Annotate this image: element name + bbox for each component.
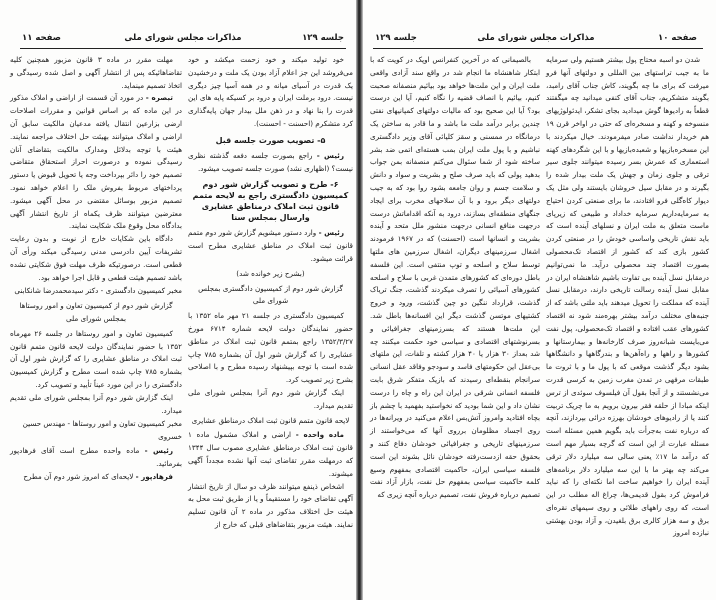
speaker-label: ماده واحده -	[295, 430, 344, 440]
body-text: اراضی و املاک مشمول ماده ۱ قانون ثبت املاک درمناطق عشایری مصوب سال ۱۳۴۴ که درمهلت مقرر تقاضای ثبت آنها نشده مجدداً آگهی میشوند.	[188, 430, 353, 478]
body-text: گزارش شور دوم از کمیسیون دادگستری بمجلس شورای ملی	[198, 283, 343, 306]
centered-caption	[188, 283, 353, 309]
speaker-label: فرهادپور -	[135, 471, 173, 481]
paragraph	[10, 233, 182, 284]
publication-title: مذاکرات مجلس شورای ملی	[124, 33, 242, 43]
body-text: لایحه‌ای که امروز شور دوم آن مطرح	[23, 471, 134, 481]
paragraph	[370, 54, 540, 502]
section-heading	[188, 135, 353, 146]
text-column	[370, 54, 540, 502]
paragraph	[10, 328, 182, 392]
centered-caption	[10, 300, 182, 326]
session-number: جلسه ۱۲۹	[375, 33, 417, 43]
paragraph	[188, 481, 353, 532]
body-text: اشخاص ذینفع میتوانند ظرف دو سال از تاریخ انتشار آگهی تقاضای خود را مستقیماً و یا از طریق ثبت محل به هیئت حل اختلاف مذکور در ماده ۲ آن قانون تسلیم نمایند. هیئت مزبور بتقاضاهای قبلی که خارج از	[188, 481, 353, 529]
body-text: در مورد آن قسمت از اراضی و املاک مذکور در این ماده که بر اساس قوانین و مقررات اصلاحات ارضی بزارعین انتقال یافته مدعیان مالکیت سابق آن اراضی و املاک میتوانند بهیئت حل اختلاف مراجعه نمایند. هیئت با توجه بدلائل ومدارک مالکیت بتقاضای آنان رسیدگی نموده و درصورت احراز استحقاق متقاضی تصمیم خود را دائر بپرداخت وجه یا تحویل قبوض یا دستور پرداختهای مربوط بفروش ملک را اعلام خواهد نمود. تصمیم مزبور بوسائل مقتضی در محل آگهی میشود. معترضین میتوانند ظرف یکماه از تاریخ انتشار آگهی بدادگاه محل وقوع ملک شکایت نمایند.	[10, 93, 182, 231]
paragraph	[188, 150, 353, 176]
centered-caption	[188, 268, 353, 281]
body-text: لایحه قانون متمم قانون ثبت املاک درمناطق عشایری	[191, 415, 350, 425]
running-header	[22, 33, 344, 47]
speaker-label: تبصره -	[145, 93, 173, 103]
paragraph	[188, 310, 353, 387]
signature-line	[10, 285, 182, 298]
speaker-label: رئیس -	[144, 445, 173, 455]
body-text: کمیسیون تعاون و امور روستاها در جلسه ۲۶ مهرماه ۱۳۵۲ با حضور نمایندگان دولت لایحه قانون متمم قانون ثبت املاک در مناطق عشایری را که گزارش شور اول آن بشماره ۷۸۵ چاپ شده است مطرح و گزارش کمیسیون دادگستری را در این مورد عیناً تأیید و تصویب کرد.	[10, 328, 182, 389]
body-text: مخبر کمیسیون دادگستری - دکتر سیدمحمدرضا شانکابنی	[14, 286, 182, 296]
text-column	[546, 54, 709, 540]
signature-line	[10, 418, 182, 444]
book-spine	[356, 0, 363, 600]
page-number: صفحه ۱۱	[22, 33, 61, 43]
body-text: مهلت مقرر در ماده ۳ قانون مزبور همچنین کلیه تقاضاهائیکه پس از انتشار آگهی و اصل شده رسیدگی و اتخاذ تصمیم مینماید.	[10, 55, 182, 90]
section-heading	[188, 179, 353, 223]
paragraph	[10, 392, 182, 418]
paragraph	[10, 471, 182, 484]
text-column	[188, 54, 353, 532]
body-text: ۵- تصویب صورت جلسه قبل	[215, 135, 326, 145]
body-text: مخبر کمیسیون تعاون و امور روستاها - مهندس حسین خسروی	[22, 419, 182, 442]
paragraph	[188, 54, 353, 131]
body-text: ۶- طرح و تصویب گزارش شور دوم کمیسیون دادگستری راجع به لایحه متمم قانون ثبت املاک درمناطق عشایری وارسال بمجلس سنا	[192, 180, 349, 223]
page-left	[0, 0, 357, 600]
speaker-label: رئیس -	[318, 228, 344, 238]
body-text: راجع بصورت جلسه دفعه گذشته نظری نیست؟ (اظهاری نشد) صورت جلسه تصویب میشود.	[188, 150, 353, 173]
page-number: صفحه ۱۰	[658, 33, 697, 43]
paragraph	[10, 445, 182, 471]
body-text: اینک گزارش شور دوم آنرا بمجلس شورای ملی تقدیم میدارد.	[10, 392, 182, 415]
paragraph	[10, 92, 182, 233]
body-text: اینک گزارش شور دوم آنرا بمجلس شورای ملی تقدیم میدارد.	[188, 387, 353, 410]
paragraph	[546, 54, 709, 540]
body-text: (بشرح زیر خوانده شد)	[236, 268, 305, 278]
body-text: ماده واحده مطرح است آقای فرهادپور بفرمائید.	[10, 445, 182, 468]
body-text: گزارش شور دوم از کمیسیون تعاون و امور روستاها بمجلس شورای ملی	[19, 301, 173, 323]
body-text: کمیسیون دادگستری در جلسه ۲۱ مهر ماه ۱۳۵۲ با حضور نمایندگان دولت لایحه شماره ۶۷۱۴ مورخ ۱۳۵۲/۳/۲۷ راجع بمتمم قانون ثبت املاک در مناطق عشایری را که گزارش شور اول آن بشماره ۷۸۵ چاپ شده است با توجه بپیشنهاد رسیده مطرح و با اصلاحی بشرح زیر تصویب کرد.	[188, 311, 353, 385]
paragraph	[188, 429, 353, 480]
publication-title: مذاکرات مجلس شورای ملی	[477, 33, 595, 43]
page-right	[363, 0, 716, 600]
body-text: دادگاه باین شکایات خارج از نوبت و بدون رعایت تشریفات آیین دادرسی مدنی رسیدگی میکند ورأی آن قطعی است. درصورتیکه ظرف مهلت فوق شکایتی نشده باشد تصمیم هیئت قطعی و قابل اجرا خواهد بود.	[10, 234, 182, 282]
speaker-label: رئیس -	[316, 150, 344, 160]
text-column	[10, 54, 182, 483]
body-text: خود تولید میکند و خود زحمت میکشد و خود می‌فروشد این جز اعلام آزاد بودن یک ملت و درخشیدن یک قدرت در آسیای میانه و در همه آسیا چیز دیگری نیست. درود برملت ایران و درود بر کسیکه پایه های این قدرت را بنا نهاد و در ذهن ملل بیدار جهان پایه‌گذاری کرد متشکرم (احسنت - احسنت).	[188, 55, 353, 128]
paragraph	[188, 227, 353, 265]
centered-caption	[188, 415, 353, 428]
header-rule	[20, 48, 346, 49]
paragraph	[188, 387, 353, 413]
body-text: شدن دو اسبه محتاج پول بیشتر هستیم ولی سرمایه ما به جیب تراستهای بین المللی و دولتهای آنها فرو میرفت که برای ما چه بگویند، کاش جناب آقای رامبد، بگویند متشکریم، جناب آقای کنفی میدانید چه میگفتند قطعاً به رادیوها گوش میدادید بجای تشکر، ایدئولوژیهای منسوخه و کهنه و مسخره‌ای که حتی در اواخر قرن ۱۹ هم خریدار نداشت صادر میفرمودند. خیال میکردند با این مسخره‌بازیها و شعبده‌بازیها و با این شگردهای کهنه استعماری که عمرش بسر رسیده میتوانند جلوی سیر ترقی و جلوی زمان و جهش یک ملت بیدار شده را بگیرند و در مقابل سیل خروشان بایستند ولی مثل یک دیوار کاه‌گلی فرو افتادند، ما برای صنعتی کردن احتیاج به سرمایه‌داریم سرمایه خداداد و طبیعی که زیرپای ماست متعلق به ملت ایران و نسلهای آینده است که باید نقش تاریخی واساسی خودش را در صنعتی کردن کشور بازی کند که کشور از اقتصاد تک‌محصولی بصورت اقتصاد چند محصولی درآید. ما نمی‌توانیم درمقابل نسل آینده بی تفاوت باشیم شاهنشاه ایران در مقابل نسل آینده رسالت تاریخی دارند، درمقابل نسل آینده که مملکت را تحویل میدهند باید ملتی باشد که از جنبه‌های مختلف درآمد بیشتر بهره‌مند شود نه اقتصاد کشورهای عقب افتاده و اقتصاد تک‌محصولی، پول نفت می‌بایست شبانه‌روز صرف کارخانه‌ها و بیمارستانها و کشورها و راهها و راه‌آهن‌ها و بندرگاهها و دانشگاهها بشود دیگر گذشت موقعی که با پول ما و با ثروت ما طبقات مرفهی در تمدن مغرب زمین به کرسی قدرت می‌نشستند و از آنجا بقول آن فیلسوف سوئدی از ترس اینکه مبادا از حلقه فقر بیرون برویم به ما چریک تربیت کنند یا از رادیوهای خودشان بهرزه درائی بپردازند، آنچه که درباره نفت به‌جرأت باید بگویم همین مسئله است مسئله عبارت از این است که گرچه بسیار مهم است که درآمد ما ۱۷٪ یعنی سالی سه میلیارد دلار ترقی می‌کند چه بهتر ما با این سه میلیارد دلار برنامه‌های آینده ایران را خواهیم ساخت اما نکته‌ای را که نباید فراموش کرد بقول قدیمی‌ها، چراغ اله مطلب در این است، که روی راههای طلائی و روی سیمهای نقره‌ای برق و سه هزار کالری برق بلغیدن، و آزاد بودن بهشتی نبازده امروز	[546, 55, 709, 538]
session-number: جلسه ۱۲۹	[302, 33, 344, 43]
body-text: بالصیمانی که در آخرین کنفرانس اوپک در کویت که با ابتکار شاهنشاه ما انجام شد در واقع سند آزادی واقعی ملت ایران و این ملت‌ها خواهد بود بیائیم منصفانه صحبت کنیم، بیائیم با انصاف قضیه را نگاه کنیم، آیا این درست بود؟ آیا این صحیح بود که مالیات دولتهای کمپانیهای نفتی چندین برابر درآمد ملت ما باشد و ما قادر به ساختن یک درمانگاه در ممسنی و سقز کلیائی آقای وزیر دادگستری نباشیم و با پول ملت ایران بمب هسته‌ای اتمی ضد بشر ساخته شود از شما سئوال می‌کنم منصفانه بمن جواب بدهید پولی که باید صرف صلح و بشریت و سواد و دانش و سلامت جسم و روان جامعه بشود روا بود که به جیب دولتهای دیگر برود و با آن سلاحهای مخرب برای ایجاد جنگهای منطقه‌ای بسازند، درود به آنکه اقداماتش درست درجهت منافع انسانی درجهت منشور ملل متحد و آینده بشریت و انسانها است (احسنت) که در ۱۹۶۷ فرمودند اشغال سرزمینهای دیگران، اشغال سرزمین های ملتها توسط سلاح و اسلحه و توپ منتفی است. این فلسفه باطل دوره‌ای که کشورهای متمدن غربی با سلاح و اسلحه کشورهای آسیائی را تصرف میکردند گذشت، جنگ تریاک گذشت، قرارداد ننگین دو چین گذشت، ورود و خروج کشتیهای موتسن گذشت دیگر این افسانه‌ها باطل شد. این ملت‌ها هستند که بسرزمینهای جغرافیائی و بسرنوشتهای اقتصادی و سیاسی خود حکمت میکنند چه شد بعداز ۳۰ هزار یا ۴۰ هزار کشته و تلفات، این ملتهای بی‌عقل این حکومتهای فاسد و سودجو وفاقد عقل انسانی سرانجام بنقطه‌ای رسیدند که بازیک متفکر شرق بابت فلسفه انسانی شرقی در ایران این راه و چاه را درست نشان داد و این شما بودید که نخواستید بفهمید با چشم باز بچاه افتادید وامروز آتش‌بس اعلام می‌کنید در ویرانه‌ها در روی اجساد مظلومان برروی آنها که می‌خواستند از سرزمینهای تاریخی و جغرافیائی خودشان دفاع کنند و بحقوق حقه ازدست‌رفته خودشان نائل بشوند این است فلسفه سیاسی ایران، حاکمیت اقتصادی بمفهوم وسیع کلمه حاکمیت سیاسی بمفهوم حل نفت، بازار آزاد نفت تصمیم درباره فروش نفت، تصمیم درباره آنچه زیری که	[370, 55, 540, 500]
running-header	[375, 33, 697, 47]
paragraph	[10, 54, 182, 92]
header-rule	[373, 48, 703, 49]
body-text: وارد دستور میشویم گزارش شور دوم متمم قانون ثبت املاک در مناطق عشایری مطرح است قرائت میشود.	[188, 228, 353, 263]
